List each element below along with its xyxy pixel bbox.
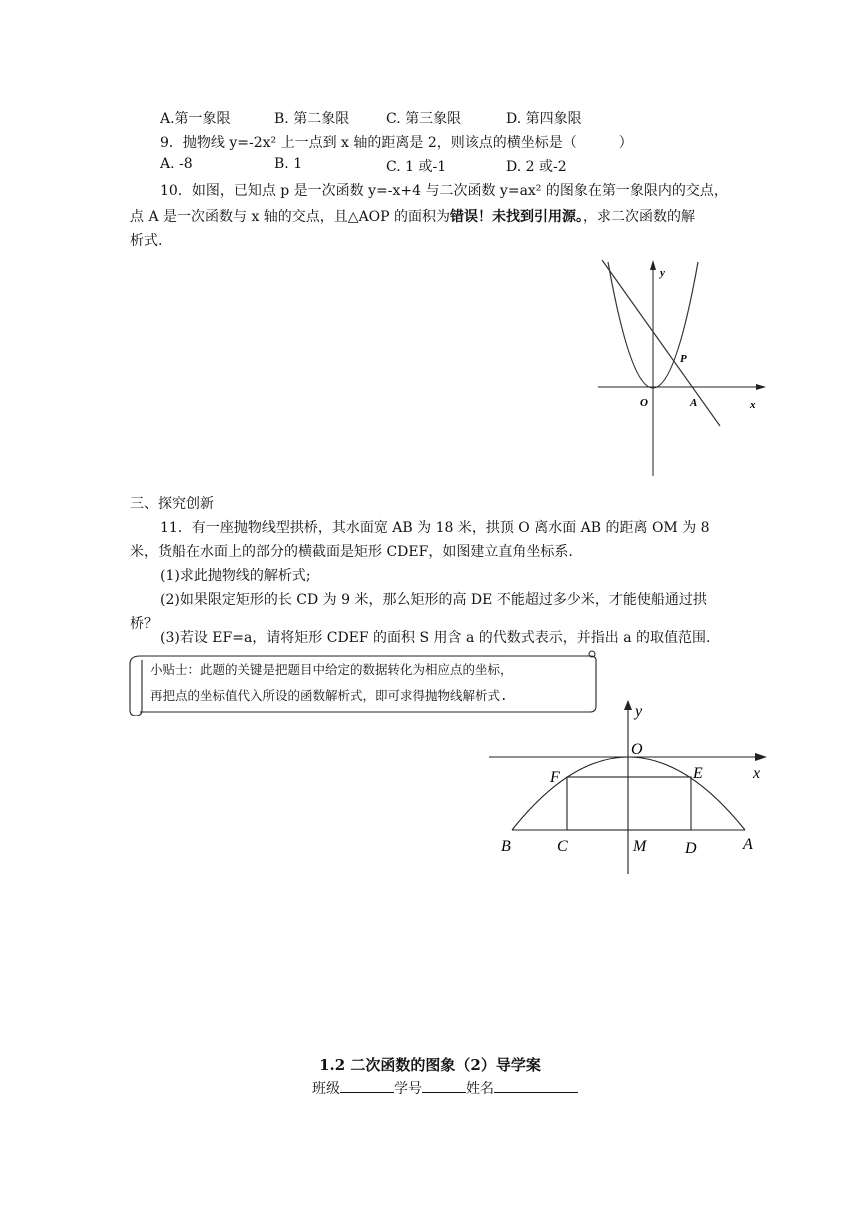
- q8-option-b: B. 第二象限: [274, 111, 350, 127]
- figure-1-label-p: P: [680, 353, 687, 365]
- figure-2-label-y: y: [635, 703, 643, 720]
- q11-sub3: (3)若设 EF=a，请将矩形 CDEF 的面积 S 用含 a 的代数式表示，并指出 a 的取值范围.: [160, 630, 711, 646]
- figure-2-y-arrow: [624, 700, 632, 710]
- figure-2-label-c: C: [557, 838, 568, 855]
- tip-line2: 再把点的坐标值代入所设的函数解析式，即可求得抛物线解析式.: [150, 688, 508, 703]
- q10-line3: 析式.: [130, 233, 163, 249]
- figure-1-label-o: O: [640, 397, 648, 409]
- q11-sub1: (1)求此抛物线的解析式;: [160, 568, 311, 584]
- q11-sub2-line1: (2)如果限定矩形的长 CD 为 9 米，那么矩形的高 DE 不能超过多少米，才能使船通过拱: [160, 592, 707, 608]
- q10-line2-pre: 点 A 是一次函数与 x 轴的交点，且△AOP 的面积为: [130, 209, 451, 225]
- q9-option-d: D. 2 或-2: [506, 159, 567, 175]
- figure-2-label-b: B: [501, 838, 511, 855]
- number-label: 学号: [394, 1081, 422, 1097]
- tip-line1: 小贴士：此题的关键是把题目中给定的数据转化为相应点的坐标，: [150, 662, 513, 677]
- q9-option-b: B. 1: [274, 156, 303, 172]
- q10-reference-error: 错误！未找到引用源。: [450, 209, 584, 225]
- figure-2-label-x: x: [753, 765, 761, 782]
- figure-2-label-o: O: [631, 741, 643, 758]
- q9-question: 9．抛物线 y=-2x² 上一点到 x 轴的距离是 2，则该点的横坐标是（ ）: [160, 135, 633, 151]
- class-label: 班级: [312, 1081, 340, 1097]
- q8-option-a: A.第一象限: [160, 111, 231, 127]
- figure-1-label-x: x: [750, 399, 756, 411]
- q8-option-c: C. 第三象限: [386, 111, 462, 127]
- footer-title: 1.2 二次函数的图象（2）导学案: [319, 1056, 541, 1074]
- q11-sub2-line2: 桥？: [130, 616, 158, 632]
- figure-2-label-e: E: [693, 765, 703, 782]
- q11-line1: 11．有一座抛物线型拱桥，其水面宽 AB 为 18 米，拱顶 O 离水面 AB 的距离 OM 为 8: [160, 520, 710, 536]
- q10-line2: [130, 206, 695, 226]
- q10-line1: 10．如图，已知点 p 是一次函数 y=-x+4 与二次函数 y=ax² 的图象在第一象限内的交点，: [160, 183, 728, 199]
- figure-2-label-a: A: [743, 836, 753, 853]
- figure-1-y-arrow: [650, 260, 656, 270]
- figure-2-label-m: M: [633, 838, 647, 855]
- section-3-title: 三、探究创新: [130, 496, 214, 512]
- q9-option-c: C. 1 或-1: [386, 159, 447, 175]
- number-blank[interactable]: [422, 1080, 466, 1093]
- q11-line2: 米，货船在水面上的部分的横截面是矩形 CDEF，如图建立直角坐标系.: [130, 544, 573, 560]
- name-blank[interactable]: [494, 1080, 578, 1093]
- figure-2-label-d: D: [685, 840, 697, 857]
- figure-1-line: [602, 260, 720, 426]
- figure-1-label-a: A: [690, 397, 698, 409]
- figure-2-bridge: [485, 698, 785, 878]
- class-blank[interactable]: [340, 1080, 394, 1093]
- name-label: 姓名: [466, 1081, 494, 1097]
- figure-1-graph: [590, 254, 780, 480]
- figure-2-label-f: F: [550, 769, 560, 786]
- footer-fields: [312, 1078, 578, 1098]
- figure-2-x-arrow: [755, 753, 767, 761]
- q9-option-a: A. -8: [160, 156, 193, 172]
- figure-2-rectangle: [567, 777, 691, 830]
- figure-1-x-arrow: [756, 384, 766, 390]
- figure-1-label-y: y: [660, 267, 665, 279]
- q10-line2-post: ，求二次函数的解: [583, 209, 696, 225]
- q8-option-d: D. 第四象限: [506, 111, 582, 127]
